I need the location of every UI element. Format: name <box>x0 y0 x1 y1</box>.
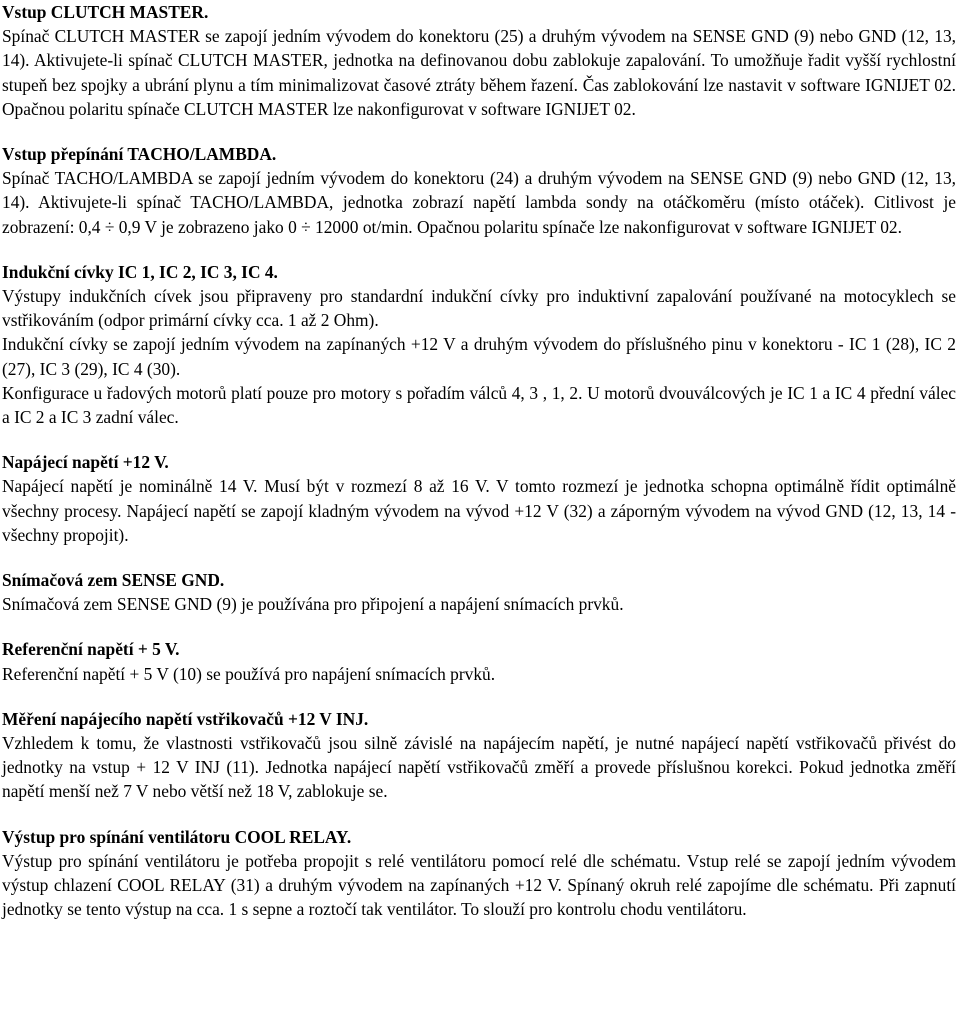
section-heading: Vstup přepínání TACHO/LAMBDA. <box>2 144 277 165</box>
section-injector-voltage <box>2 707 956 804</box>
section-cool-relay <box>2 825 956 922</box>
section-paragraph: Výstupy indukčních cívek jsou připraveny pro standardní indukční cívky pro induktivní zapalování používané na motocyklech se vstřikováním (odpor primární cívky cca. 1 až 2 Ohm). <box>2 286 956 331</box>
section-paragraph: Vzhledem k tomu, že vlastnosti vstřikovačů jsou silně závislé na napájecím napětí, je nutné napájecí napětí vstřikovačů přivést do jednotky na vstup + 12 V INJ (11). Jednotka napájecí napětí vstřikovačů změří a provede příslušnou korekci. Pokud jednotka změří napětí menší než 7 V nebo větší než 18 V, zablokuje se. <box>2 733 956 802</box>
section-tacho-lambda <box>2 142 956 239</box>
section-heading: Snímačová zem SENSE GND. <box>2 570 225 591</box>
section-reference-voltage <box>2 637 956 685</box>
section-heading: Referenční napětí + 5 V. <box>2 639 180 660</box>
section-paragraph: Konfigurace u řadových motorů platí pouze pro motory s pořadím válců 4, 3 , 1, 2. U motorů dvouválcových je IC 1 a IC 4 přední válec a IC 2 a IC 3 zadní válec. <box>2 382 956 428</box>
section-paragraph: Napájecí napětí je nominálně 14 V. Musí být v rozmezí 8 až 16 V. V tomto rozmezí je jednotka schopna optimálně řídit optimálně všechny procesy. Napájecí napětí se zapojí kladným vývodem na vývod +12 V (32) a záporným vývodem na vývod GND (12, 13, 14 - všechny propojit). <box>2 476 956 545</box>
section-heading: Měření napájecího napětí vstřikovačů +12 V INJ. <box>2 708 369 729</box>
section-paragraph: Spínač CLUTCH MASTER se zapojí jedním vývodem do konektoru (25) a druhým vývodem na SENSE GND (9) nebo GND (12, 13, 14). Aktivujete-li spínač CLUTCH MASTER, jednotka na definovanou dobu zablokuje zapalování. To umožňuje řadit vyšší rychlostní stupeň bez spojky a ubrání plynu a tím minimalizovat časové ztráty během řazení. Čas zablokování lze nastavit v software IGNIJET 02. Opačnou polaritu spínače CLUTCH MASTER lze nakonfigurovat v software IGNIJET 02. <box>2 26 956 119</box>
section-paragraph: Indukční cívky se zapojí jedním vývodem na zapínaných +12 V a druhým vývodem do příslušného pinu v konektoru - IC 1 (28), IC 2 (27), IC 3 (29), IC 4 (30). <box>2 334 956 379</box>
section-paragraph: Výstup pro spínání ventilátoru je potřeba propojit s relé ventilátoru pomocí relé dle schématu. Vstup relé se zapojí jedním vývodem výstup chlazení COOL RELAY (31) a druhým vývodem na zapínaných +12 V. Spínaný okruh relé zapojíme dle schématu. Při zapnutí jednotky se tento výstup na cca. 1 s sepne a roztočí tak ventilátor. To slouží pro kontrolu chodu ventilátoru. <box>2 850 956 920</box>
document-page <box>2 0 956 943</box>
section-paragraph: Snímačová zem SENSE GND (9) je používána pro připojení a napájení snímacích prvků. <box>2 594 624 615</box>
section-sense-gnd <box>2 568 956 616</box>
section-clutch-master <box>2 0 956 121</box>
section-heading: Indukční cívky IC 1, IC 2, IC 3, IC 4. <box>2 261 278 282</box>
section-heading: Vstup CLUTCH MASTER. <box>2 2 209 22</box>
section-supply-voltage <box>2 450 956 547</box>
section-induction-coils <box>2 260 956 429</box>
section-paragraph: Spínač TACHO/LAMBDA se zapojí jedním vývodem do konektoru (24) a druhým vývodem na SENSE GND (9) nebo GND (12, 13, 14). Aktivujete-li spínač TACHO/LAMBDA, jednotka zobrazí napětí lambda sondy na otáčkoměru (místo otáček). Citlivost je zobrazení: 0,4 ÷ 0,9 V je zobrazeno jako 0 ÷ 12000 ot/min. Opačnou polaritu spínače lze nakonfigurovat v software IGNIJET 02. <box>2 168 956 237</box>
section-heading: Výstup pro spínání ventilátoru COOL RELAY. <box>2 826 352 847</box>
section-heading: Napájecí napětí +12 V. <box>2 452 169 473</box>
section-paragraph: Referenční napětí + 5 V (10) se používá pro napájení snímacích prvků. <box>2 663 496 684</box>
